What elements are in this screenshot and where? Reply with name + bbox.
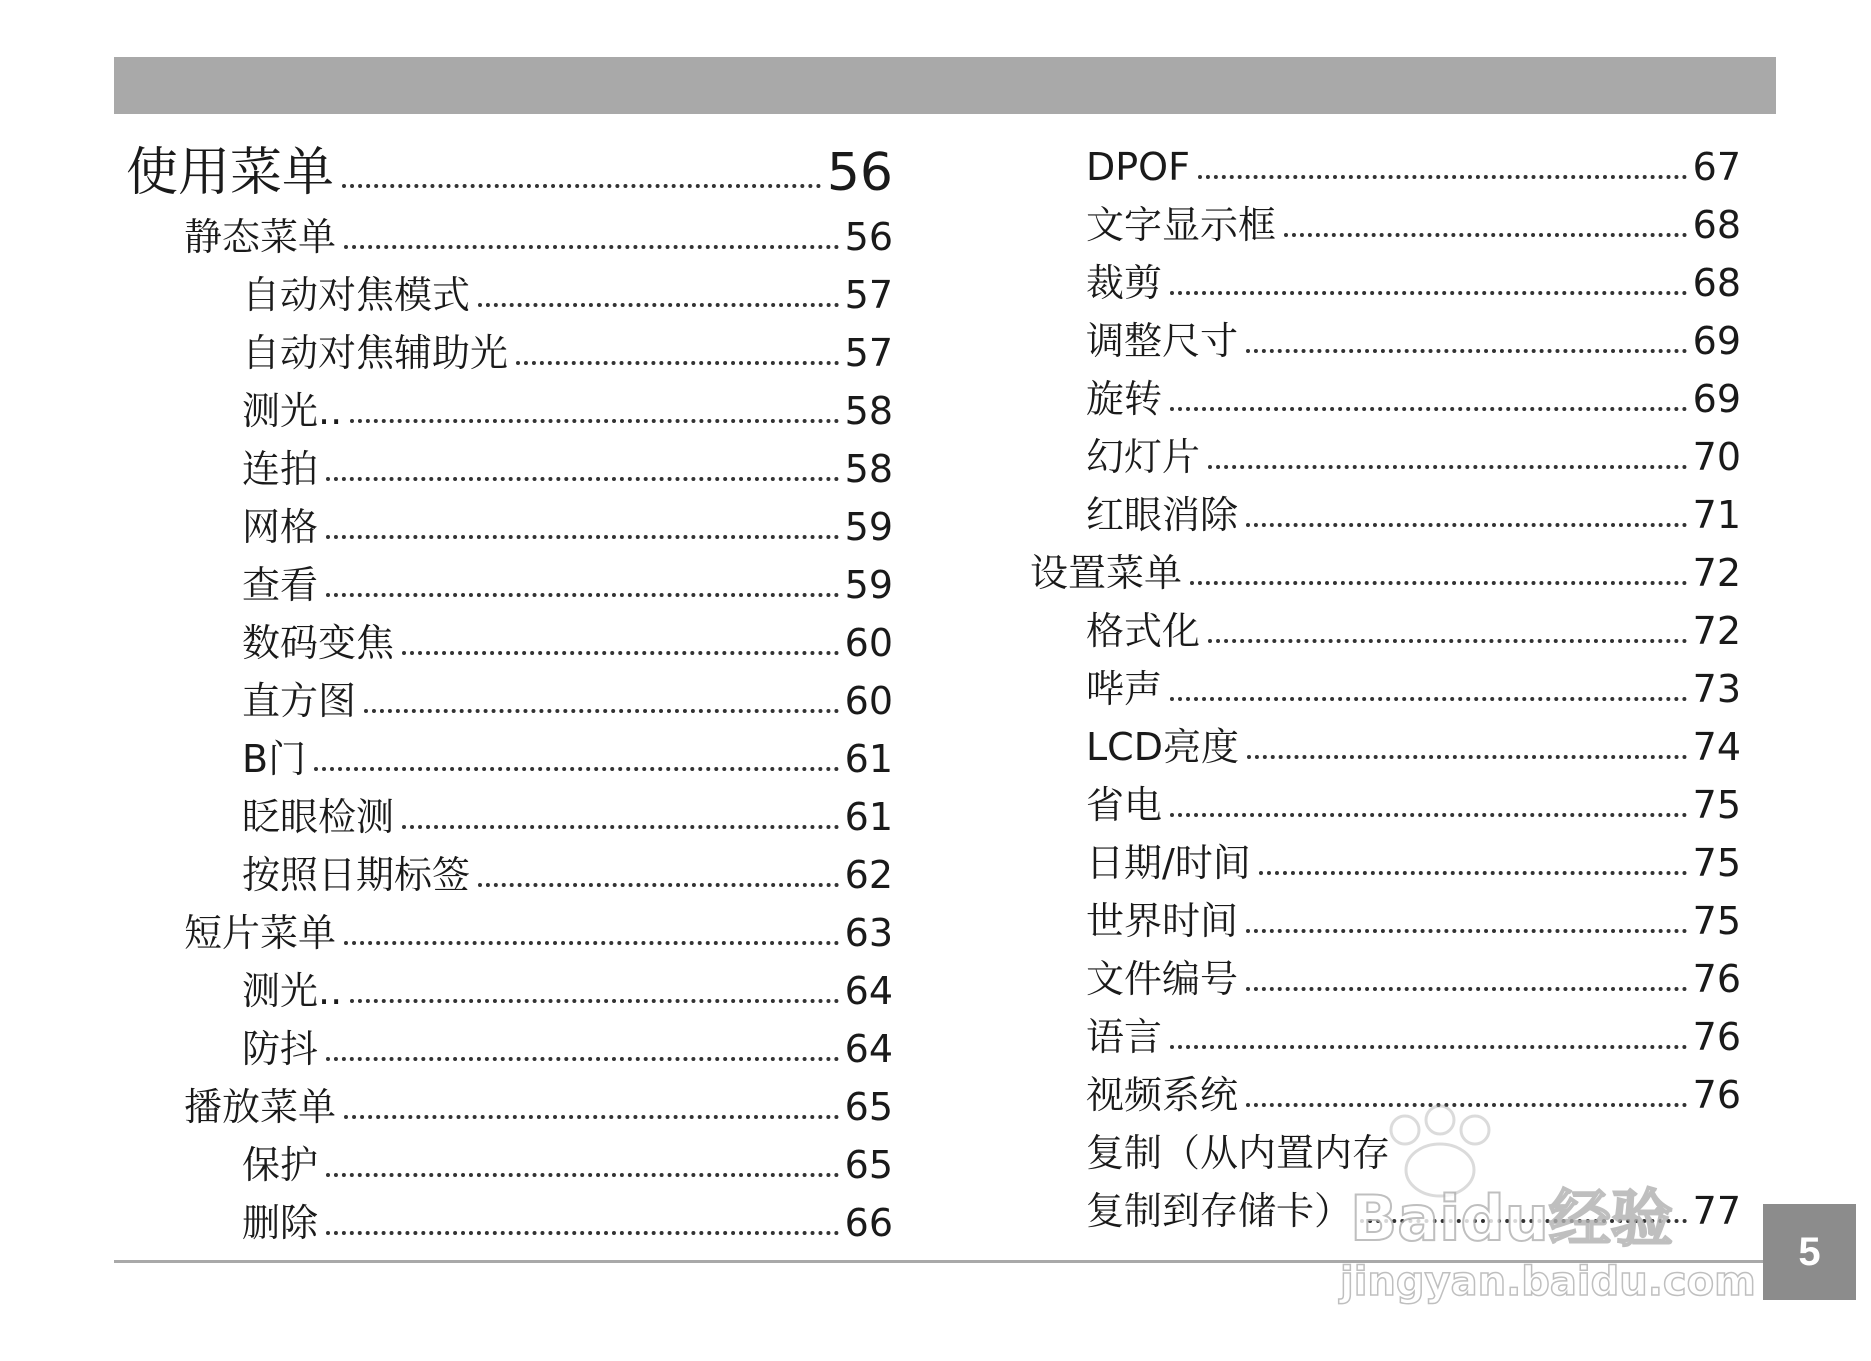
toc-entry-page: 60 (844, 621, 893, 665)
dot-leader (344, 941, 839, 945)
toc-entry-title: 哔声 (1086, 667, 1163, 711)
toc-entry (1030, 370, 1741, 428)
dot-leader (344, 1115, 839, 1119)
toc-entry (1030, 1182, 1741, 1240)
toc-entry-title: DPOF (1086, 145, 1190, 189)
dot-leader (344, 245, 839, 249)
dot-leader (1170, 1045, 1687, 1049)
toc-entry-page: 57 (844, 273, 893, 317)
dot-leader (1208, 465, 1687, 469)
toc-entry (126, 672, 893, 730)
toc-entry-title: 测光.. (242, 969, 343, 1013)
toc-entry (1030, 254, 1741, 312)
toc-entry-page: 66 (844, 1201, 893, 1245)
toc-entry-page: 65 (844, 1085, 893, 1129)
dot-leader (1170, 291, 1687, 295)
toc-entry (1030, 892, 1741, 950)
toc-entry-page: 57 (844, 331, 893, 375)
toc-entry-page: 76 (1692, 957, 1741, 1001)
toc-entry-page: 74 (1692, 725, 1741, 769)
toc-entry (1030, 196, 1741, 254)
toc-entry-page: 63 (844, 911, 893, 955)
toc-entry-title: 调整尺寸 (1086, 319, 1239, 363)
watermark-url-text: jingyan.baidu.com (1340, 1259, 1756, 1305)
toc-entry (126, 266, 893, 324)
toc-entry-page: 76 (1692, 1015, 1741, 1059)
toc-entry-page: 71 (1692, 493, 1741, 537)
dot-leader (342, 184, 821, 188)
dot-leader (1246, 987, 1687, 991)
toc-entry (126, 1020, 893, 1078)
header-bar (114, 57, 1776, 114)
toc-entry-title: 查看 (242, 563, 319, 607)
dot-leader (516, 361, 839, 365)
toc-entry-title: 红眼消除 (1086, 493, 1239, 537)
toc-entry (126, 440, 893, 498)
toc-entry-page: 60 (844, 679, 893, 723)
toc-entry-title: LCD亮度 (1086, 725, 1239, 769)
toc-entry-title: 设置菜单 (1030, 551, 1183, 595)
toc-entry (1030, 602, 1741, 660)
dot-leader (364, 709, 839, 713)
toc-entry (126, 1194, 893, 1252)
dot-leader (326, 535, 839, 539)
dot-leader (326, 1173, 839, 1177)
dot-leader (402, 651, 839, 655)
toc-entry (126, 962, 893, 1020)
toc-entry-page: 58 (844, 389, 893, 433)
watermark-logo-text: Baidu经验 (1350, 1182, 1673, 1255)
dot-leader (402, 825, 839, 829)
toc-entry-page: 72 (1692, 609, 1741, 653)
toc-entry-title: 使用菜单 (126, 143, 335, 203)
toc-entry-title: 网格 (242, 505, 319, 549)
dot-leader (1246, 523, 1687, 527)
toc-entry (1030, 1008, 1741, 1066)
toc-entry-page: 72 (1692, 551, 1741, 595)
toc-entry-title: 按照日期标签 (242, 853, 471, 897)
dot-leader (326, 477, 839, 481)
toc-entry-title: 静态菜单 (184, 215, 337, 259)
toc-entry-title: 文件编号 (1086, 957, 1239, 1001)
dot-leader (326, 1231, 839, 1235)
toc-entry-title: 旋转 (1086, 377, 1163, 421)
dot-leader (1246, 929, 1687, 933)
toc-entry (126, 788, 893, 846)
toc-entry-title: 连拍 (242, 447, 319, 491)
toc-entry (1030, 312, 1741, 370)
toc-entry (1030, 950, 1741, 1008)
toc-entry-page: 56 (826, 143, 893, 203)
toc-entry-page: 73 (1692, 667, 1741, 711)
toc-entry-title: 删除 (242, 1201, 319, 1245)
toc-entry-title: 格式化 (1086, 609, 1201, 653)
toc-entry-page: 75 (1692, 841, 1741, 885)
page-number: 5 (1798, 1229, 1821, 1274)
toc-entry-title: 短片菜单 (184, 911, 337, 955)
toc-entry-page: 56 (844, 215, 893, 259)
toc-entry-title: 文字显示框 (1086, 203, 1277, 247)
toc-entry-page: 69 (1692, 319, 1741, 363)
toc-entry-title: 复制（从内置内存 (1086, 1131, 1391, 1175)
toc-entry (126, 904, 893, 962)
toc-entry (1030, 718, 1741, 776)
dot-leader (1170, 407, 1687, 411)
toc-entry-title: 语言 (1086, 1015, 1163, 1059)
toc-entry (126, 556, 893, 614)
toc-entry-title: 保护 (242, 1143, 319, 1187)
dot-leader (1170, 697, 1687, 701)
toc-column-left (126, 138, 893, 1252)
toc-entry (1030, 1066, 1741, 1124)
toc-entry-page: 68 (1692, 203, 1741, 247)
toc-entry-title: 防抖 (242, 1027, 319, 1071)
toc-entry (1030, 834, 1741, 892)
toc-entry-page: 70 (1692, 435, 1741, 479)
toc-entry-page: 61 (844, 737, 893, 781)
toc-entry-page: 65 (844, 1143, 893, 1187)
toc-entry (1030, 138, 1741, 196)
toc-entry-title: 裁剪 (1086, 261, 1163, 305)
toc-entry-title: 直方图 (242, 679, 357, 723)
toc-entry (126, 1136, 893, 1194)
toc-entry-page: 75 (1692, 783, 1741, 827)
toc-entry-title: 日期/时间 (1086, 841, 1251, 885)
toc-entry-title: 自动对焦辅助光 (242, 331, 509, 375)
toc-column-right (1030, 138, 1741, 1240)
dot-leader (1247, 755, 1687, 759)
toc-entry (126, 138, 893, 208)
dot-leader (326, 1057, 839, 1061)
toc-entry-page: 67 (1692, 145, 1741, 189)
dot-leader (1259, 871, 1687, 875)
dot-leader (1208, 639, 1687, 643)
toc-entry (126, 382, 893, 440)
dot-leader (1246, 1103, 1687, 1107)
toc-entry-page: 75 (1692, 899, 1741, 943)
toc-entry-title: 视频系统 (1086, 1073, 1239, 1117)
toc-entry-title: 测光.. (242, 389, 343, 433)
toc-entry-title: 播放菜单 (184, 1085, 337, 1129)
toc-entry (126, 1078, 893, 1136)
toc-entry-page: 59 (844, 563, 893, 607)
dot-leader (1360, 1219, 1687, 1223)
toc-entry-title: 世界时间 (1086, 899, 1239, 943)
toc-entry-page: 59 (844, 505, 893, 549)
toc-entry-page: 64 (844, 969, 893, 1013)
toc-entry-title: 幻灯片 (1086, 435, 1201, 479)
toc-entry (1030, 776, 1741, 834)
toc-entry (1030, 660, 1741, 718)
dot-leader (350, 419, 838, 423)
dot-leader (1284, 233, 1687, 237)
toc-entry-title: 复制到存储卡） (1086, 1189, 1353, 1233)
dot-leader (1170, 813, 1687, 817)
toc-entry (1030, 486, 1741, 544)
dot-leader (350, 999, 838, 1003)
dot-leader (326, 593, 839, 597)
toc-entry-title: 省电 (1086, 783, 1163, 827)
toc-entry (126, 614, 893, 672)
dot-leader (1246, 349, 1687, 353)
toc-entry-title: 眨眼检测 (242, 795, 395, 839)
toc-entry-page: 68 (1692, 261, 1741, 305)
toc-entry-page: 69 (1692, 377, 1741, 421)
dot-leader (1198, 175, 1687, 179)
toc-entry-page: 77 (1692, 1189, 1741, 1233)
toc-entry (1030, 428, 1741, 486)
toc-entry-page: 76 (1692, 1073, 1741, 1117)
toc-entry-page: 62 (844, 853, 893, 897)
toc-entry (126, 208, 893, 266)
toc-entry-page: 64 (844, 1027, 893, 1071)
toc-entry (1030, 1124, 1741, 1182)
toc-entry (126, 846, 893, 904)
toc-entry-title: 自动对焦模式 (242, 273, 471, 317)
toc-entry-title: B门 (242, 737, 307, 781)
page-number-tab (1763, 1204, 1856, 1300)
dot-leader (478, 883, 839, 887)
dot-leader (1190, 581, 1687, 585)
toc-entry (126, 730, 893, 788)
toc-entry (126, 498, 893, 556)
toc-entry-page: 61 (844, 795, 893, 839)
toc-entry (126, 324, 893, 382)
toc-entry-title: 数码变焦 (242, 621, 395, 665)
toc-entry-page: 58 (844, 447, 893, 491)
toc-entry (1030, 544, 1741, 602)
dot-leader (478, 303, 839, 307)
footer-rule (114, 1260, 1764, 1263)
dot-leader (314, 767, 839, 771)
